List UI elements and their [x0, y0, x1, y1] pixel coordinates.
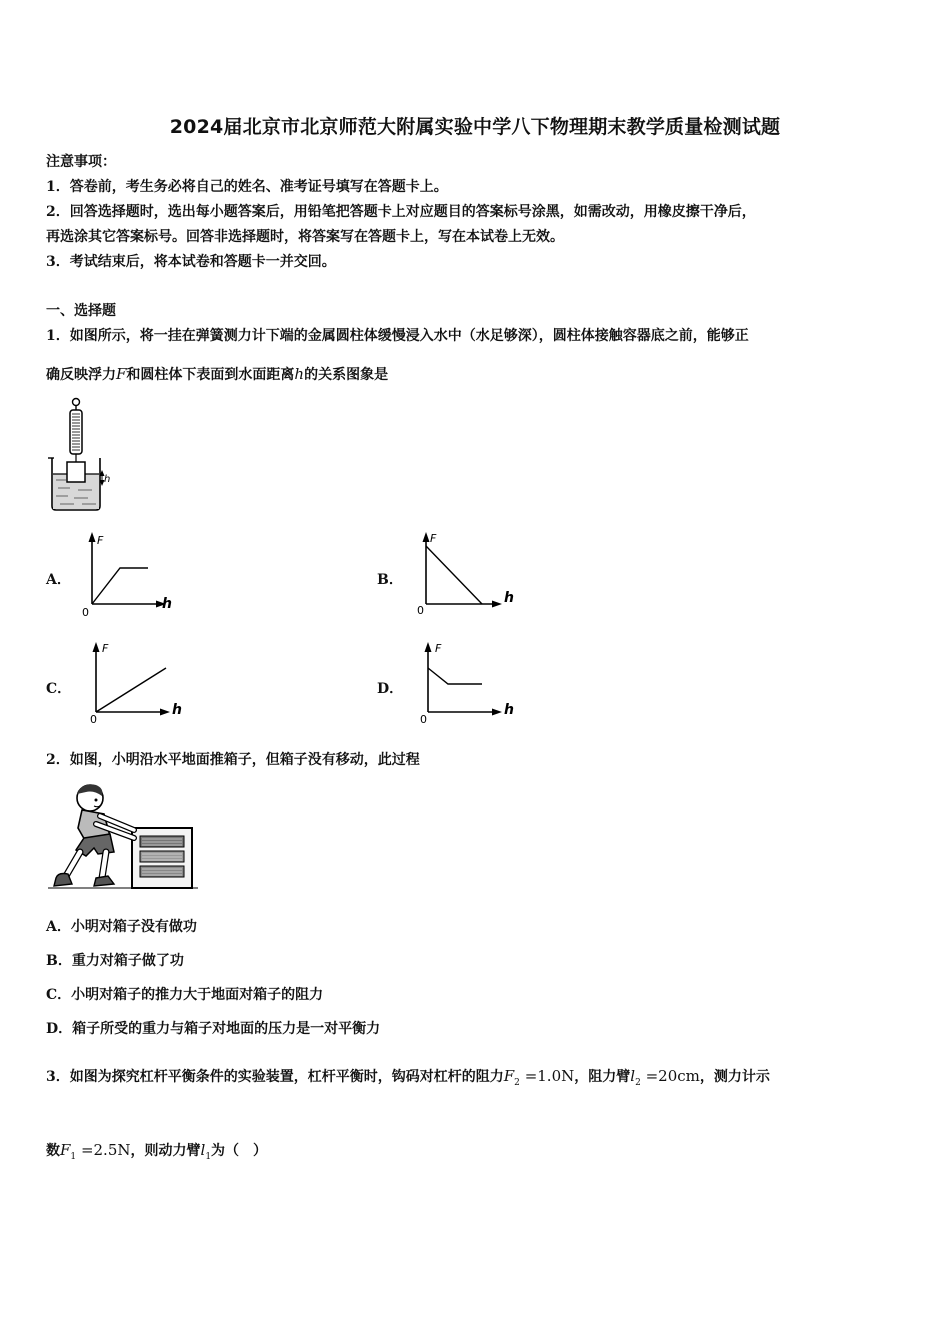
notice-item-2-cont: 再选涂其它答案标号。回答非选择题时，将答案写在答题卡上，写在本试卷上无效。: [46, 229, 564, 245]
var-f: F: [116, 365, 127, 383]
spring-scale-figure: [44, 396, 114, 514]
y-axis-label: F: [102, 642, 109, 655]
y-axis-label: F: [435, 642, 442, 655]
q1-option-b-graph[interactable]: [412, 530, 518, 618]
q1-option-c[interactable]: C．: [46, 681, 72, 697]
q1-option-d-graph[interactable]: [416, 638, 522, 726]
q1-option-c-graph[interactable]: [84, 638, 190, 726]
f2-value: $F_2 =1.0N$: [503, 1067, 575, 1088]
origin-label: 0: [82, 606, 89, 618]
notice-item-1: 1．答卷前，考生务必将自己的姓名、准考证号填写在答题卡上。: [46, 179, 448, 195]
origin-label: 0: [417, 604, 424, 617]
section-heading: 一、选择题: [46, 303, 116, 319]
f1-value: $F_1 =2.5N$: [60, 1141, 131, 1162]
l2-value: $l_2 =20cm$: [630, 1067, 700, 1088]
notice-item-2: 2．回答选择题时，选出每小题答案后，用铅笔把答题卡上对应题目的答案标号涂黑，如需改动，用橡皮擦干净后，: [46, 204, 756, 220]
y-axis-label: F: [97, 534, 104, 547]
q1-stem-line2: 确反映浮力F和圆柱体下表面到水面距离h的关系图象是: [46, 365, 389, 383]
x-axis-label: h: [504, 590, 514, 606]
var-h: h: [294, 365, 305, 383]
q1-stem-line1: 1．如图所示，将一挂在弹簧测力计下端的金属圆柱体缓慢浸入水中（水足够深），圆柱体接触容器底之前，能够正: [46, 328, 749, 344]
q1-option-a-graph[interactable]: [78, 530, 182, 618]
q3-stem-line1: 3．如图为探究杠杆平衡条件的实验装置，杠杆平衡时，钩码对杠杆的阻力$F_2 =1.0N$，阻力臂$l_2 =20cm$，测力计示: [46, 1067, 770, 1088]
page-title: 2024届北京市北京师范大附属实验中学八下物理期末教学质量检测试题: [169, 116, 781, 138]
q3-stem-line2: 数$F_1 =2.5N$，则动力臂$l_1$为（ ）: [46, 1141, 268, 1162]
q1-option-d[interactable]: D．: [377, 681, 404, 697]
q1-option-a[interactable]: A．: [46, 572, 71, 588]
q1-option-b[interactable]: B．: [377, 572, 403, 588]
q2-option-a[interactable]: A．小明对箱子没有做功: [46, 919, 197, 935]
q2-option-d[interactable]: D．箱子所受的重力与箱子对地面的压力是一对平衡力: [46, 1021, 381, 1037]
q2-option-c[interactable]: C．小明对箱子的推力大于地面对箱子的阻力: [46, 987, 324, 1003]
x-axis-label: h: [172, 702, 182, 718]
origin-label: 0: [90, 713, 97, 726]
q2-stem: 2．如图，小明沿水平地面推箱子，但箱子没有移动，此过程: [46, 752, 420, 768]
q2-option-b[interactable]: B．重力对箱子做了功: [46, 953, 184, 969]
x-axis-label: h: [504, 702, 514, 718]
notice-item-3: 3．考试结束后，将本试卷和答题卡一并交回。: [46, 254, 336, 270]
x-axis-label: h: [162, 596, 172, 612]
boy-pushing-box-figure: [48, 780, 198, 892]
y-axis-label: F: [430, 532, 437, 545]
origin-label: 0: [420, 713, 427, 726]
l1-var: $l_1$: [200, 1141, 212, 1162]
notice-heading: 注意事项：: [46, 154, 116, 170]
fig-h-label: h: [104, 474, 111, 485]
